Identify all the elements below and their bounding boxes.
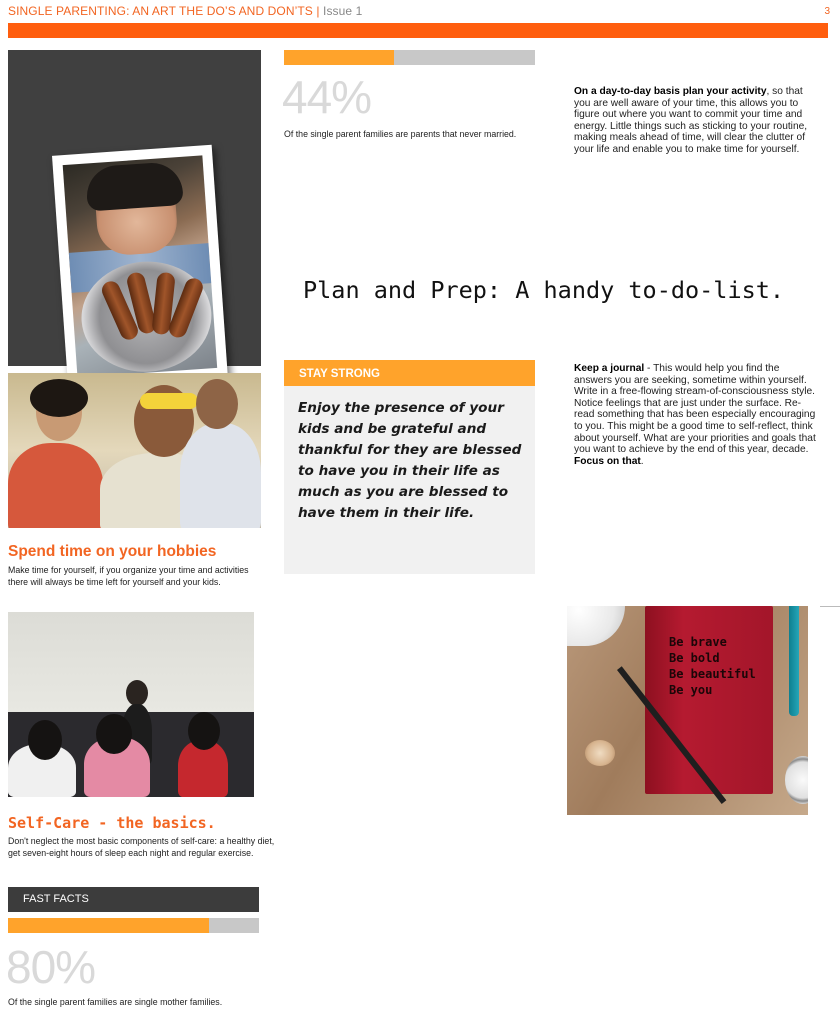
stat-text-80: Of the single parent families are single mother families. — [8, 997, 223, 1007]
red-notebook — [645, 606, 773, 794]
person — [180, 423, 261, 528]
progress-bar-44 — [284, 50, 535, 65]
polaroid-frame — [52, 145, 228, 391]
header-bar — [8, 23, 828, 38]
progress-fill — [284, 50, 394, 65]
hobbies-text: Make time for yourself, if you organize your time and activities there will always be time left for yourself and your kids. — [8, 565, 249, 587]
journal-closing: Focus on that — [574, 455, 641, 467]
person — [8, 443, 103, 528]
journal-body: - This would help you find the answers you are seeking, sometime within yourself. Write in a free-flowing stream-of-consciousness style. Notice feelings that are just under the surface. Re-read something that has been especially encouraging to you. This might be a good time to self-reflect, think about yourself. What are your priorities and goals that you want to achieve by the end of this year, decade. — [574, 363, 816, 456]
fast-facts-label: FAST FACTS — [8, 887, 259, 912]
issue-title: SINGLE PARENTING: AN ART THE DO’S AND DON’TS — [8, 4, 313, 18]
selfcare-text: Don't neglect the most basic components of self-care: a healthy diet, get seven-eight hours of sleep each night and regular exercise. — [8, 836, 275, 858]
notebook-line: Be beautiful — [669, 667, 756, 681]
boy-photo — [63, 155, 218, 377]
notebook-photo — [567, 606, 808, 815]
presenter-head — [126, 680, 148, 706]
header-title — [8, 4, 362, 18]
activity-lead: On a day-to-day basis plan your activity — [574, 86, 767, 97]
progress-bar-80 — [8, 918, 259, 933]
workshop-photo — [8, 612, 254, 797]
journal-paragraph — [574, 363, 820, 467]
coffee-cup — [567, 606, 625, 646]
issue-number: Issue 1 — [323, 4, 363, 18]
pocket-watch — [785, 756, 808, 804]
stay-strong-quote: Enjoy the presence of your kids and be grateful and thankful for they are blessed to have you in their life as much as you are blessed to have them in their life. — [298, 400, 522, 521]
person-hair — [30, 379, 88, 417]
notebook-line: Be brave — [669, 635, 727, 649]
journal-period: . — [640, 455, 644, 467]
divider-line — [820, 606, 840, 607]
progress-fill — [8, 918, 209, 933]
hobbies-title: Spend time on your hobbies — [8, 543, 217, 560]
selfcare-title: Self-Care - the basics. — [8, 814, 216, 832]
stay-strong-label: STAY STRONG — [284, 360, 535, 386]
activity-paragraph — [574, 86, 818, 156]
attendee-head — [96, 714, 132, 754]
boy-hair — [85, 161, 184, 212]
boy-with-sausages-photo — [8, 50, 261, 366]
stat-percent-80: 80% — [6, 941, 96, 993]
activity-body: , so that you are well aware of your time, this allows you to figure out where you want to commit your time and energy. Little things such as sticking to your routine, making meals ahead of time, will clear the clutter of your life and enable you to make time for yourself. — [574, 86, 808, 155]
notebook-line: Be bold — [669, 651, 720, 665]
attendee-head — [28, 720, 62, 760]
headband — [140, 393, 198, 409]
plan-heading: Plan and Prep: A handy to-do-list. — [303, 276, 785, 304]
stay-strong-box — [284, 360, 535, 574]
notebook-text — [669, 634, 756, 698]
pencil-shavings — [585, 740, 615, 766]
person-head — [196, 379, 238, 429]
page-number: 3 — [824, 6, 830, 17]
women-group-photo — [8, 373, 261, 528]
journal-lead: Keep a journal — [574, 363, 645, 374]
header-separator: | — [316, 4, 320, 18]
stat-text-44: Of the single parent families are parents that never married. — [284, 129, 517, 139]
stat-percent-44: 44% — [282, 71, 372, 123]
pen — [789, 606, 799, 716]
notebook-line: Be you — [669, 683, 713, 697]
attendee-head — [188, 712, 220, 750]
